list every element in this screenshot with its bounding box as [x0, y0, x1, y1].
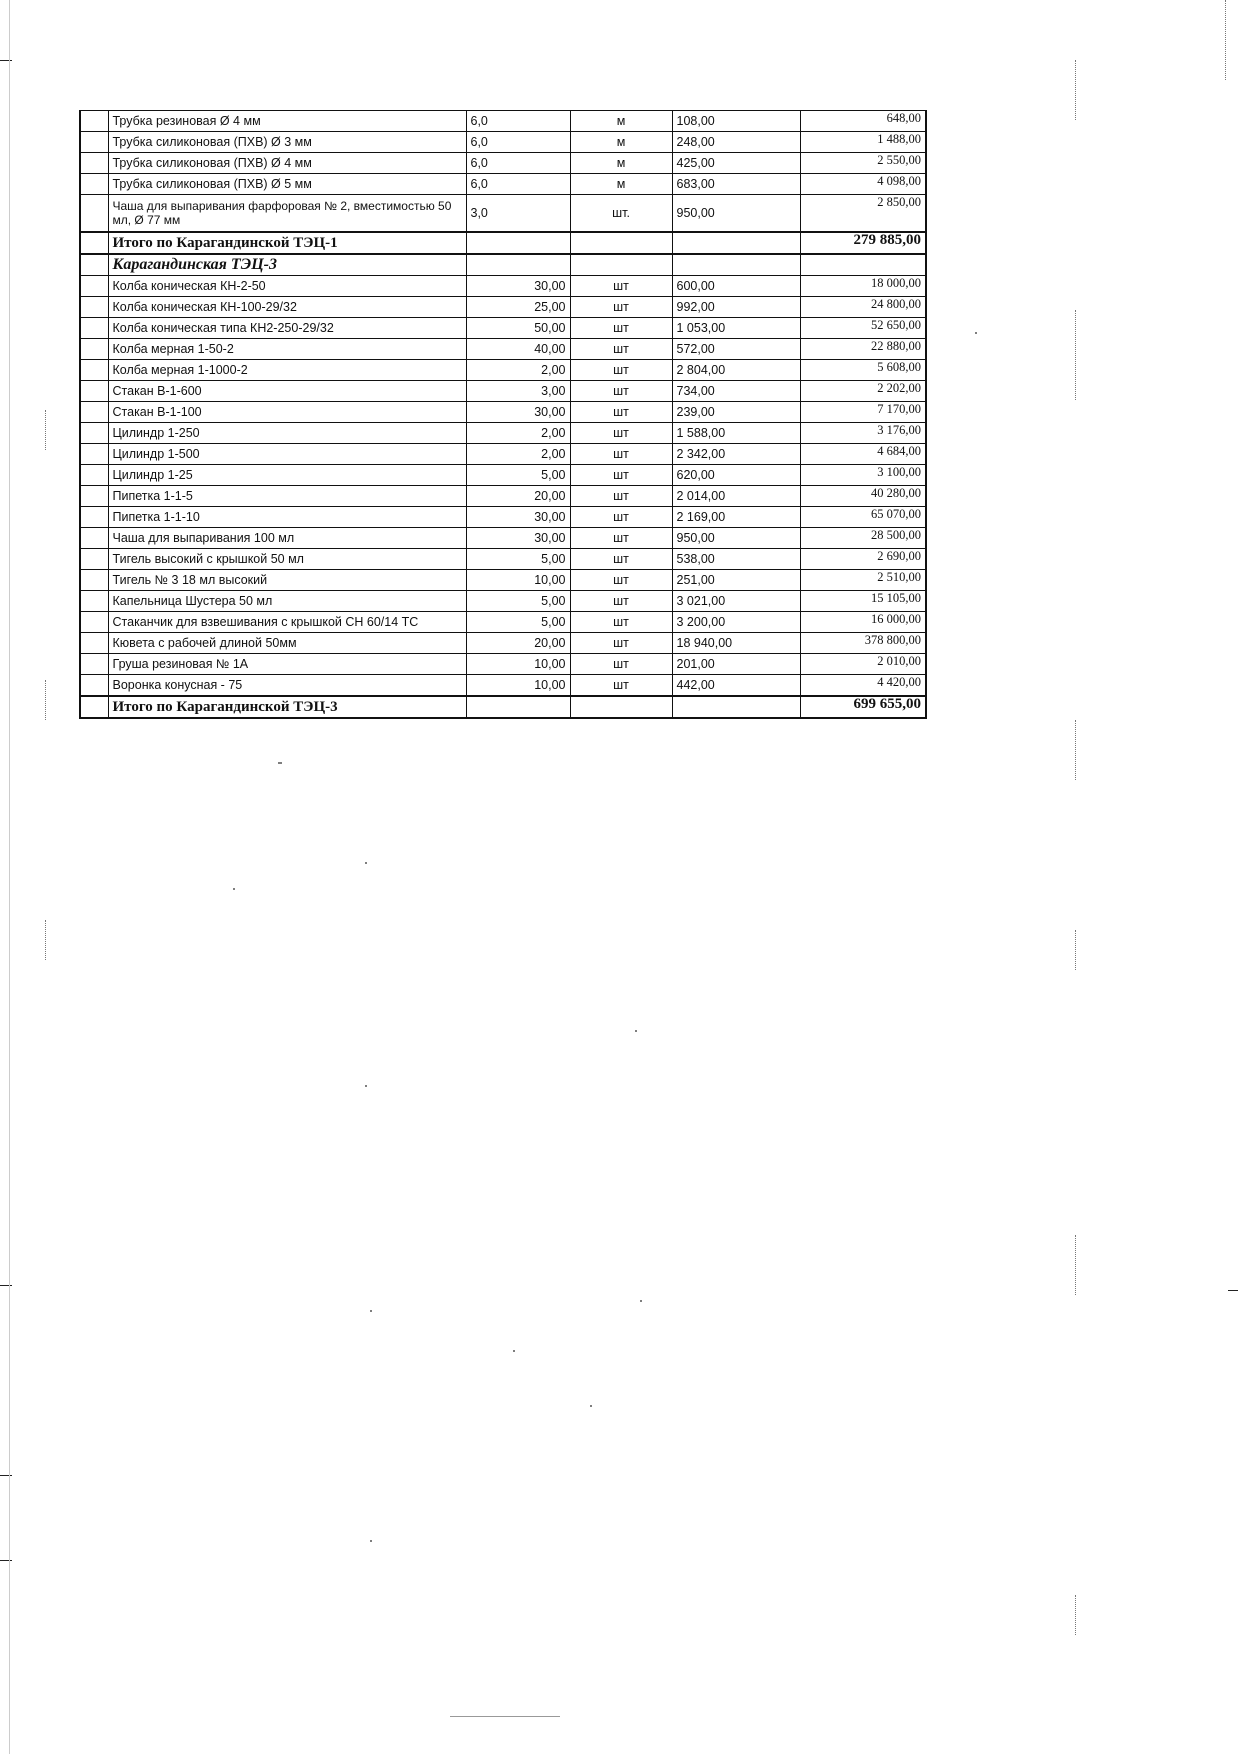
scan-dots — [1075, 1595, 1076, 1635]
unit-cell: шт. — [570, 195, 672, 233]
price-cell: 2 169,00 — [672, 507, 800, 528]
unit-cell: шт — [570, 402, 672, 423]
price-cell: 734,00 — [672, 381, 800, 402]
unit-cell: шт — [570, 465, 672, 486]
sum-cell: 4 684,00 — [800, 444, 926, 465]
table-row — [80, 402, 926, 423]
sum-cell: 699 655,00 — [800, 696, 926, 718]
item-name-cell: Пипетка 1-1-10 — [108, 507, 466, 528]
unit-cell: м — [570, 153, 672, 174]
table-row — [80, 654, 926, 675]
item-name-cell: Кювета с рабочей длиной 50мм — [108, 633, 466, 654]
quantity-cell: 30,00 — [466, 276, 570, 297]
price-cell: 442,00 — [672, 675, 800, 697]
row-number-cell — [80, 195, 108, 233]
price-cell: 620,00 — [672, 465, 800, 486]
price-cell: 2 014,00 — [672, 486, 800, 507]
scan-dots — [1225, 0, 1226, 80]
unit-cell: м — [570, 132, 672, 153]
quantity-cell: 5,00 — [466, 465, 570, 486]
quantity-cell: 6,0 — [466, 132, 570, 153]
price-cell — [672, 232, 800, 254]
speck — [590, 1405, 592, 1407]
row-number-cell — [80, 381, 108, 402]
price-cell: 600,00 — [672, 276, 800, 297]
scan-dots — [45, 680, 46, 720]
speck — [635, 1030, 637, 1032]
row-number-cell — [80, 507, 108, 528]
unit-cell: шт — [570, 612, 672, 633]
unit-cell: шт — [570, 633, 672, 654]
sum-cell: 2 010,00 — [800, 654, 926, 675]
table-row — [80, 195, 926, 233]
price-cell: 201,00 — [672, 654, 800, 675]
price-cell: 425,00 — [672, 153, 800, 174]
total-row — [80, 232, 926, 254]
item-name-cell: Карагандинская ТЭЦ-3 — [108, 254, 466, 276]
row-number-cell — [80, 486, 108, 507]
item-name-cell: Тигель высокий с крышкой 50 мл — [108, 549, 466, 570]
table-row — [80, 507, 926, 528]
unit-cell: шт — [570, 360, 672, 381]
unit-cell: шт — [570, 654, 672, 675]
row-number-cell — [80, 153, 108, 174]
quantity-cell: 5,00 — [466, 549, 570, 570]
quantity-cell: 3,00 — [466, 381, 570, 402]
speck — [640, 1300, 642, 1302]
price-cell: 572,00 — [672, 339, 800, 360]
sum-cell: 16 000,00 — [800, 612, 926, 633]
quantity-cell: 10,00 — [466, 570, 570, 591]
price-cell: 2 342,00 — [672, 444, 800, 465]
speck — [370, 1310, 372, 1312]
scan-dots — [1075, 930, 1076, 970]
row-number-cell — [80, 612, 108, 633]
row-number-cell — [80, 528, 108, 549]
price-cell: 2 804,00 — [672, 360, 800, 381]
sum-cell: 5 608,00 — [800, 360, 926, 381]
item-name-cell: Трубка резиновая Ø 4 мм — [108, 111, 466, 132]
table-row — [80, 633, 926, 654]
item-name-cell: Трубка силиконовая (ПХВ) Ø 3 мм — [108, 132, 466, 153]
unit-cell: шт — [570, 486, 672, 507]
quantity-cell: 20,00 — [466, 486, 570, 507]
unit-cell: шт — [570, 549, 672, 570]
table-row — [80, 297, 926, 318]
unit-cell — [570, 232, 672, 254]
speck — [233, 888, 235, 890]
row-number-cell — [80, 318, 108, 339]
unit-cell: шт — [570, 297, 672, 318]
scan-dots — [45, 920, 46, 960]
table-row — [80, 360, 926, 381]
row-number-cell — [80, 633, 108, 654]
price-cell: 248,00 — [672, 132, 800, 153]
table-row — [80, 111, 926, 132]
price-cell — [672, 696, 800, 718]
item-name-cell: Итого по Карагандинской ТЭЦ-3 — [108, 696, 466, 718]
item-name-cell: Колба коническая КН-100-29/32 — [108, 297, 466, 318]
quantity-cell: 30,00 — [466, 507, 570, 528]
unit-cell — [570, 696, 672, 718]
unit-cell: шт — [570, 339, 672, 360]
quantity-cell: 5,00 — [466, 591, 570, 612]
quantity-cell: 30,00 — [466, 402, 570, 423]
section-row — [80, 254, 926, 276]
scan-mark — [0, 1475, 12, 1476]
speck — [278, 762, 280, 764]
item-name-cell: Груша резиновая № 1А — [108, 654, 466, 675]
sum-cell: 28 500,00 — [800, 528, 926, 549]
row-number-cell — [80, 570, 108, 591]
unit-cell: шт — [570, 570, 672, 591]
table-row — [80, 339, 926, 360]
item-name-cell: Воронка конусная - 75 — [108, 675, 466, 697]
scan-dots — [1075, 310, 1076, 400]
quantity-cell: 6,0 — [466, 153, 570, 174]
table-row — [80, 570, 926, 591]
table-row — [80, 549, 926, 570]
price-cell — [672, 254, 800, 276]
quantity-cell: 2,00 — [466, 423, 570, 444]
table-row — [80, 528, 926, 549]
unit-cell — [570, 254, 672, 276]
table-row — [80, 276, 926, 297]
unit-cell: м — [570, 111, 672, 132]
item-name-cell: Стакан В-1-600 — [108, 381, 466, 402]
unit-cell: шт — [570, 528, 672, 549]
scan-mark — [450, 1716, 560, 1717]
scan-dots — [45, 410, 46, 450]
item-name-cell: Чаша для выпаривания 100 мл — [108, 528, 466, 549]
sum-cell: 4 098,00 — [800, 174, 926, 195]
item-name-cell: Колба коническая типа КН2-250-29/32 — [108, 318, 466, 339]
table-row — [80, 465, 926, 486]
quantity-cell: 5,00 — [466, 612, 570, 633]
speck — [365, 862, 367, 864]
table-row — [80, 423, 926, 444]
sum-cell: 65 070,00 — [800, 507, 926, 528]
table-row — [80, 318, 926, 339]
sum-cell — [800, 254, 926, 276]
price-cell: 950,00 — [672, 195, 800, 233]
total-row — [80, 696, 926, 718]
quantity-cell — [466, 696, 570, 718]
quantity-cell: 50,00 — [466, 318, 570, 339]
scan-mark — [0, 60, 12, 61]
scan-dots — [1075, 1235, 1076, 1295]
item-name-cell: Цилиндр 1-500 — [108, 444, 466, 465]
sum-cell: 4 420,00 — [800, 675, 926, 697]
unit-cell: шт — [570, 507, 672, 528]
speck — [280, 762, 282, 764]
price-cell: 108,00 — [672, 111, 800, 132]
sum-cell: 2 510,00 — [800, 570, 926, 591]
table-row — [80, 591, 926, 612]
scan-mark — [0, 1285, 12, 1286]
quantity-cell: 10,00 — [466, 654, 570, 675]
item-name-cell: Капельница Шустера 50 мл — [108, 591, 466, 612]
row-number-cell — [80, 591, 108, 612]
sum-cell: 7 170,00 — [800, 402, 926, 423]
sum-cell: 40 280,00 — [800, 486, 926, 507]
quantity-cell: 20,00 — [466, 633, 570, 654]
item-name-cell: Итого по Карагандинской ТЭЦ-1 — [108, 232, 466, 254]
quantity-cell: 6,0 — [466, 174, 570, 195]
sum-cell: 1 488,00 — [800, 132, 926, 153]
price-cell: 251,00 — [672, 570, 800, 591]
row-number-cell — [80, 675, 108, 697]
item-name-cell: Колба коническая КН-2-50 — [108, 276, 466, 297]
table-row — [80, 612, 926, 633]
quantity-cell: 3,0 — [466, 195, 570, 233]
row-number-cell — [80, 423, 108, 444]
item-name-cell: Колба мерная 1-1000-2 — [108, 360, 466, 381]
unit-cell: шт — [570, 423, 672, 444]
speck — [975, 332, 977, 334]
item-name-cell: Тигель № 3 18 мл высокий — [108, 570, 466, 591]
sum-cell: 15 105,00 — [800, 591, 926, 612]
table-row — [80, 381, 926, 402]
item-name-cell: Чаша для выпаривания фарфоровая № 2, вместимостью 50 мл, Ø 77 мм — [108, 195, 466, 233]
row-number-cell — [80, 132, 108, 153]
price-cell: 3 021,00 — [672, 591, 800, 612]
price-cell: 950,00 — [672, 528, 800, 549]
scan-mark — [1228, 1290, 1238, 1291]
table-row — [80, 153, 926, 174]
quantity-cell: 25,00 — [466, 297, 570, 318]
price-cell: 3 200,00 — [672, 612, 800, 633]
row-number-cell — [80, 444, 108, 465]
sum-cell: 648,00 — [800, 111, 926, 132]
row-number-cell — [80, 549, 108, 570]
price-cell: 1 053,00 — [672, 318, 800, 339]
scan-mark — [0, 1560, 12, 1561]
sum-cell: 3 176,00 — [800, 423, 926, 444]
table-row — [80, 132, 926, 153]
row-number-cell — [80, 254, 108, 276]
sum-cell: 24 800,00 — [800, 297, 926, 318]
quantity-cell: 6,0 — [466, 111, 570, 132]
speck — [370, 1540, 372, 1542]
unit-cell: шт — [570, 444, 672, 465]
row-number-cell — [80, 111, 108, 132]
quantity-cell — [466, 254, 570, 276]
item-name-cell: Цилиндр 1-25 — [108, 465, 466, 486]
scan-mark — [9, 0, 10, 1754]
row-number-cell — [80, 654, 108, 675]
scan-dots — [1075, 720, 1076, 780]
sum-cell: 378 800,00 — [800, 633, 926, 654]
quantity-cell — [466, 232, 570, 254]
price-cell: 239,00 — [672, 402, 800, 423]
speck — [365, 1085, 367, 1087]
table-row — [80, 675, 926, 697]
quantity-cell: 30,00 — [466, 528, 570, 549]
row-number-cell — [80, 402, 108, 423]
unit-cell: шт — [570, 591, 672, 612]
row-number-cell — [80, 465, 108, 486]
row-number-cell — [80, 696, 108, 718]
item-name-cell: Цилиндр 1-250 — [108, 423, 466, 444]
price-cell: 683,00 — [672, 174, 800, 195]
row-number-cell — [80, 297, 108, 318]
row-number-cell — [80, 232, 108, 254]
item-name-cell: Трубка силиконовая (ПХВ) Ø 4 мм — [108, 153, 466, 174]
quantity-cell: 2,00 — [466, 360, 570, 381]
price-cell: 992,00 — [672, 297, 800, 318]
price-cell: 538,00 — [672, 549, 800, 570]
sum-cell: 2 550,00 — [800, 153, 926, 174]
row-number-cell — [80, 360, 108, 381]
item-name-cell: Трубка силиконовая (ПХВ) Ø 5 мм — [108, 174, 466, 195]
table-row — [80, 444, 926, 465]
table-row — [80, 486, 926, 507]
quantity-cell: 2,00 — [466, 444, 570, 465]
row-number-cell — [80, 339, 108, 360]
unit-cell: шт — [570, 381, 672, 402]
item-name-cell: Стакан В-1-100 — [108, 402, 466, 423]
quantity-cell: 10,00 — [466, 675, 570, 697]
unit-cell: шт — [570, 675, 672, 697]
unit-cell: шт — [570, 276, 672, 297]
quantity-cell: 40,00 — [466, 339, 570, 360]
unit-cell: м — [570, 174, 672, 195]
item-name-cell: Пипетка 1-1-5 — [108, 486, 466, 507]
table-row — [80, 174, 926, 195]
sum-cell: 2 690,00 — [800, 549, 926, 570]
item-table — [79, 110, 927, 719]
sum-cell: 18 000,00 — [800, 276, 926, 297]
item-name-cell: Колба мерная 1-50-2 — [108, 339, 466, 360]
sum-cell: 2 202,00 — [800, 381, 926, 402]
sum-cell: 22 880,00 — [800, 339, 926, 360]
item-name-cell: Стаканчик для взвешивания с крышкой СН 60/14 ТС — [108, 612, 466, 633]
sum-cell: 279 885,00 — [800, 232, 926, 254]
sum-cell: 52 650,00 — [800, 318, 926, 339]
price-cell: 18 940,00 — [672, 633, 800, 654]
price-cell: 1 588,00 — [672, 423, 800, 444]
unit-cell: шт — [570, 318, 672, 339]
sum-cell: 2 850,00 — [800, 195, 926, 233]
row-number-cell — [80, 174, 108, 195]
sum-cell: 3 100,00 — [800, 465, 926, 486]
row-number-cell — [80, 276, 108, 297]
speck — [513, 1350, 515, 1352]
scan-dots — [1075, 60, 1076, 120]
